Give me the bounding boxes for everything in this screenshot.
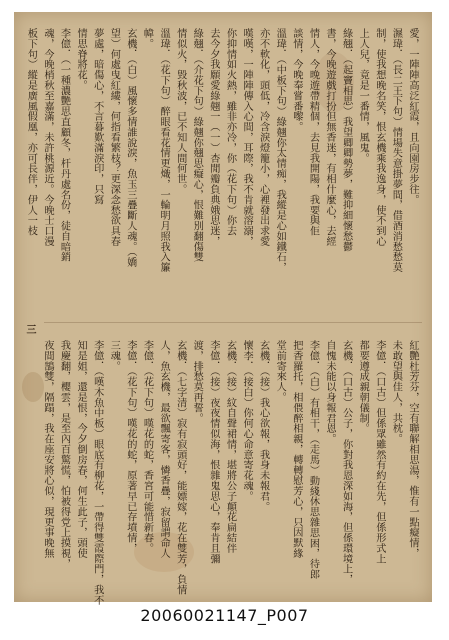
script-line: 溫瑋．（花下句）醉眼看花情更熾，一輪明月照我入簾 [158,28,170,273]
script-line: 幃。 [141,28,153,49]
script-line: 嘆嘆，一陣陣傳入心間，耳際，我不肯就溶溺， [241,28,253,247]
script-text-bottom [28,340,420,606]
script-line: 李億．（白）有相干，（走馬）動綫休思雜思困，待郎 [307,340,319,580]
script-line: 情似火，毀秋波，已不知人間何世。 [174,28,186,195]
script-line: 紅艷杜芳芬，空有聯解相思湯，惟有一點癡情， [407,340,418,559]
script-line: 李億．（花下句）嘆花的蛇，香宮可能惜新春。 [141,340,153,554]
script-line: 未敢望與佳人，共枕。 [390,340,402,444]
script-line: 自愧未能以身報君恩。 [324,340,336,444]
script-line: 濕瑋．（長二王下句）情場失意掛夢間，借酒消愁愁莫 [390,28,402,273]
page-number: 三 [24,324,35,334]
script-line: 李億．（一種濃艷思直顧冬，杆丹處名份，徒自暗銷 [58,28,70,263]
script-line: 李億．（嘆木魚中板）眼底有柳花，一帶得雙霞際門，我不 [91,340,103,606]
script-line: 把香羅托，相偎醉相親，轉轉慰芳心，只因默緣 [290,340,302,559]
script-line: 望）何處曳紅縷，何指看繁枝？更深念愁欲具春 [108,28,120,247]
script-line: 懷李．（接白）你何心命意寄花魂。 [241,340,253,502]
document-page [14,12,432,606]
script-text-top [25,28,420,310]
script-line: 玄機．（接）紋自聲裙情，堪將公子顛花扁結伴 [224,340,236,554]
script-line: 玄機．（接）我心欲報，我身未報君。 [257,340,269,512]
script-line: 去今夕我願愛綠翹一（一）杏閒瓣負典娥思迷， [207,28,219,247]
script-line: 書，今晚遊戲打扮但無香迷，有相什麼心，去經 [324,28,336,247]
script-line: 堂前寄來人。 [274,340,286,403]
script-line: 溫瑋．（中板下句）綠翹你太情痴，我縱是心如鐵石， [274,28,286,273]
script-line: 夜間鵠雙，隔蹋，我在座安將心似，現更事晚無 [41,340,53,559]
script-line: 三魂。 [108,340,120,372]
script-line: 談情，今晚奉嘗番嚟。 [290,28,302,132]
script-line: 情人，今晚遊帶精個，去見我開陽，我要與佢 [307,28,319,236]
script-line: 李億．（接）夜夜情似海，恨雜鬼思心，奉肯且彌 [207,340,219,564]
script-line: 情思脊將花。 [75,28,87,91]
script-line: 人，魚玄機，最欲飄寄客，憐香疊，寂留謂命人 [158,340,170,559]
script-line: 知是姐，還是恨，今夕倒房春，何生此子，頭使 [75,340,87,559]
script-line: 我慶翻，櫻雲，是至內百驚慌，怕被得党上摸視， [58,340,70,569]
script-line: 亦不軟化，頭低，冷含淚燈籠小，心裡發出求愛 [257,28,269,247]
archive-id-caption: 20060021147_P007 [140,606,309,625]
script-line: 魂，今晚梢秋至嘉滿，未許桃源近。今晚士口漫 [41,28,53,247]
script-line: 玄機．（口古）公子，你對我恩深如海，但係環境上， [340,340,352,585]
script-line: 渡，排愁莫再誓。 [191,340,203,424]
script-line: 制，使我想晚名笑，恨玄機乘我逸身，使不到心 [373,28,385,247]
script-line: 愛，一陣陣高泛紅霞，且向園房步往。 [407,28,418,205]
script-line: 李億．（花下句）嘆花的蛇，原著早已存墳情， [124,340,136,554]
script-line: 玄機．（七字清）寂有寂頭好，能嫖嫁，花在雙芳，負情 [174,340,186,595]
script-line: 玄機．（白）風懷多情誰說淚，魚玉三疊斷人魂。（嬌 [124,28,136,268]
script-line: 綠翹．（起竇相思）我望卿卿勢夢，難抑細懷愁鬱 [340,28,352,252]
script-line: 你抑情如火熱，雖非亦冷，你（花下句）你去 [224,28,236,236]
script-line: 李億．（口古）但係眾雖然有約在先，但係形式上 [373,340,385,564]
script-line: 都要遵成親朝儀制。 [357,340,369,434]
script-line: 上人兒，竟是一番情，風鬼。 [357,28,369,164]
script-line: 夢處，暗傷心，不言暮歎滿淚印，只寫 [91,28,103,205]
script-line: 綠翹．（介花下句）綠翹你翹思癡心，恨難別翻傷雙 [191,28,203,263]
page-fold-line [44,322,422,323]
script-line: 板下句）縱是廣風假凰，亦可長伴，伊人一枝 [25,28,37,236]
